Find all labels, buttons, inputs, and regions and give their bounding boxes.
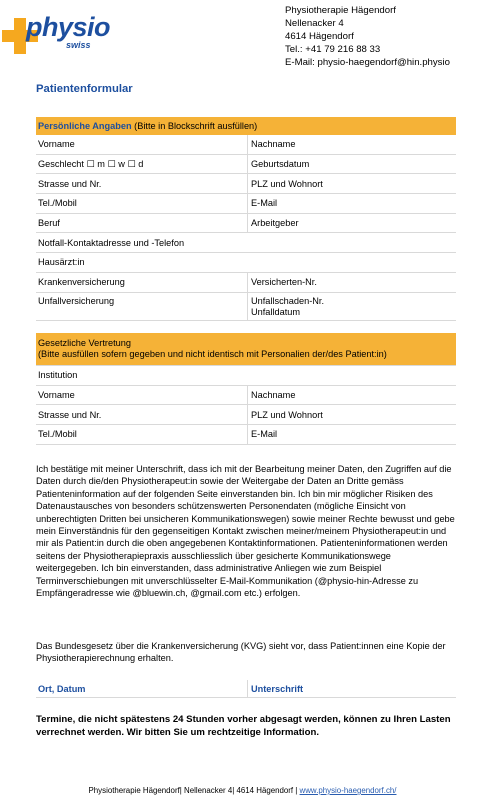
page-footer <box>0 786 485 795</box>
field-birthdate[interactable]: Geburtsdatum <box>248 154 457 174</box>
signature-table <box>36 680 456 698</box>
field-insurance-number[interactable]: Versicherten-Nr. <box>248 272 457 292</box>
field-employer[interactable]: Arbeitgeber <box>248 213 457 233</box>
legal-field-last-name[interactable]: Nachname <box>248 385 457 405</box>
field-signature[interactable]: Unterschrift <box>248 680 457 698</box>
kvg-paragraph: Das Bundesgesetz über die Krankenversicherung (KVG) sieht vor, dass Patient:innen eine Kopie der Physiotherapierechnung erhalten. <box>36 641 446 664</box>
field-accident-insurance[interactable]: Unfallversicherung <box>36 292 248 320</box>
practice-city: 4614 Hägendorf <box>285 31 354 42</box>
legal-field-phone[interactable]: Tel./Mobil <box>36 425 248 445</box>
personal-section-header <box>36 117 456 135</box>
physio-swiss-logo <box>2 8 114 54</box>
personal-data-table <box>36 117 456 321</box>
field-last-name[interactable]: Nachname <box>248 135 457 154</box>
accident-date-label: Unfalldatum <box>251 306 301 317</box>
field-gender[interactable]: Geschlecht ☐ m ☐ w ☐ d <box>36 154 248 174</box>
practice-street: Nellenacker 4 <box>285 18 344 29</box>
field-health-insurance[interactable]: Krankenversicherung <box>36 272 248 292</box>
field-street[interactable]: Strasse und Nr. <box>36 174 248 194</box>
legal-field-street[interactable]: Strasse und Nr. <box>36 405 248 425</box>
field-phone[interactable]: Tel./Mobil <box>36 194 248 214</box>
personal-section-note: (Bitte in Blockschrift ausfüllen) <box>131 121 258 131</box>
field-family-doctor[interactable]: Hausärzt:in <box>36 253 456 273</box>
legal-field-zip-city[interactable]: PLZ und Wohnort <box>248 405 457 425</box>
field-zip-city[interactable]: PLZ und Wohnort <box>248 174 457 194</box>
legal-section-header <box>36 333 456 366</box>
consent-paragraph: Ich bestätige mit meiner Unterschrift, dass ich mit der Bearbeitung meiner Daten, den Zugriffen auf die Daten durch die/den Physiotherapeut:in sowie der Weitergabe der Daten an Dritte gemäss Patienteninformation auf der folgenden Seite einverstanden bin. Ich bin mir möglicher Risiken des Datenaustausches von besonders schützenswerten Personendaten (mögliche Einsicht von unberechtigten Dritten bei unsicheren Kommunikationswegen) sowie meiner Rechte bewusst und gebe mein Einverständnis für den gegenseitigen Kontakt zwischen meiner/meinem Physiotherapeut:in und mir als Patient:in durch die oben angegebenen Kontaktinformationen. Patienteninformationen werden seitens der Physiotherapiepraxis ausschliesslich über gesicherte Kommunikationswege weitergegeben. Ich bin einverstanden, dass administrative Anliegen wie zum Beispiel Terminverschiebungen mit unverschlüsselter E-Mail-Kommunikation (@physio-hin-Adresse zu Empfängeradresse wie @bluewin.ch, @gmail.com etc.) erfolgen. <box>36 464 455 599</box>
field-email[interactable]: E-Mail <box>248 194 457 214</box>
field-emergency-contact[interactable]: Notfall-Kontaktadresse und -Telefon <box>36 233 456 253</box>
logo-subtitle: swiss <box>66 40 91 50</box>
legal-section-title: Gesetzliche Vertretung <box>38 337 131 348</box>
footer-website-link[interactable]: www.physio-haegendorf.ch/ <box>299 786 397 795</box>
footer-address: Physiotherapie Hägendorf| Nellenacker 4| 4614 Hägendorf | <box>88 786 300 795</box>
page-title: Patientenformular <box>36 83 133 95</box>
field-place-date[interactable]: Ort, Datum <box>36 680 248 698</box>
field-first-name[interactable]: Vorname <box>36 135 248 154</box>
field-accident-details[interactable] <box>248 292 457 320</box>
field-institution[interactable]: Institution <box>36 366 456 386</box>
practice-address <box>285 4 450 69</box>
legal-field-first-name[interactable]: Vorname <box>36 385 248 405</box>
cancellation-notice: Termine, die nicht spätestens 24 Stunden vorher abgesagt werden, können zu Ihren Lasten verrechnet werden. Wir bitten Sie um rechtzeitige Information. <box>36 714 451 738</box>
field-occupation[interactable]: Beruf <box>36 213 248 233</box>
legal-field-email[interactable]: E-Mail <box>248 425 457 445</box>
personal-section-title: Persönliche Angaben <box>38 121 132 131</box>
practice-email: E-Mail: physio-haegendorf@hin.physio <box>285 57 450 68</box>
practice-name: Physiotherapie Hägendorf <box>285 5 396 16</box>
legal-section-note: (Bitte ausfüllen sofern gegeben und nicht identisch mit Personalien der/des Patient:in) <box>38 349 387 359</box>
practice-phone: Tel.: +41 79 216 88 33 <box>285 44 381 55</box>
legal-representative-table <box>36 333 456 445</box>
logo-wordmark: physio <box>26 12 111 42</box>
accident-claim-number-label: Unfallschaden-Nr. <box>251 295 325 306</box>
